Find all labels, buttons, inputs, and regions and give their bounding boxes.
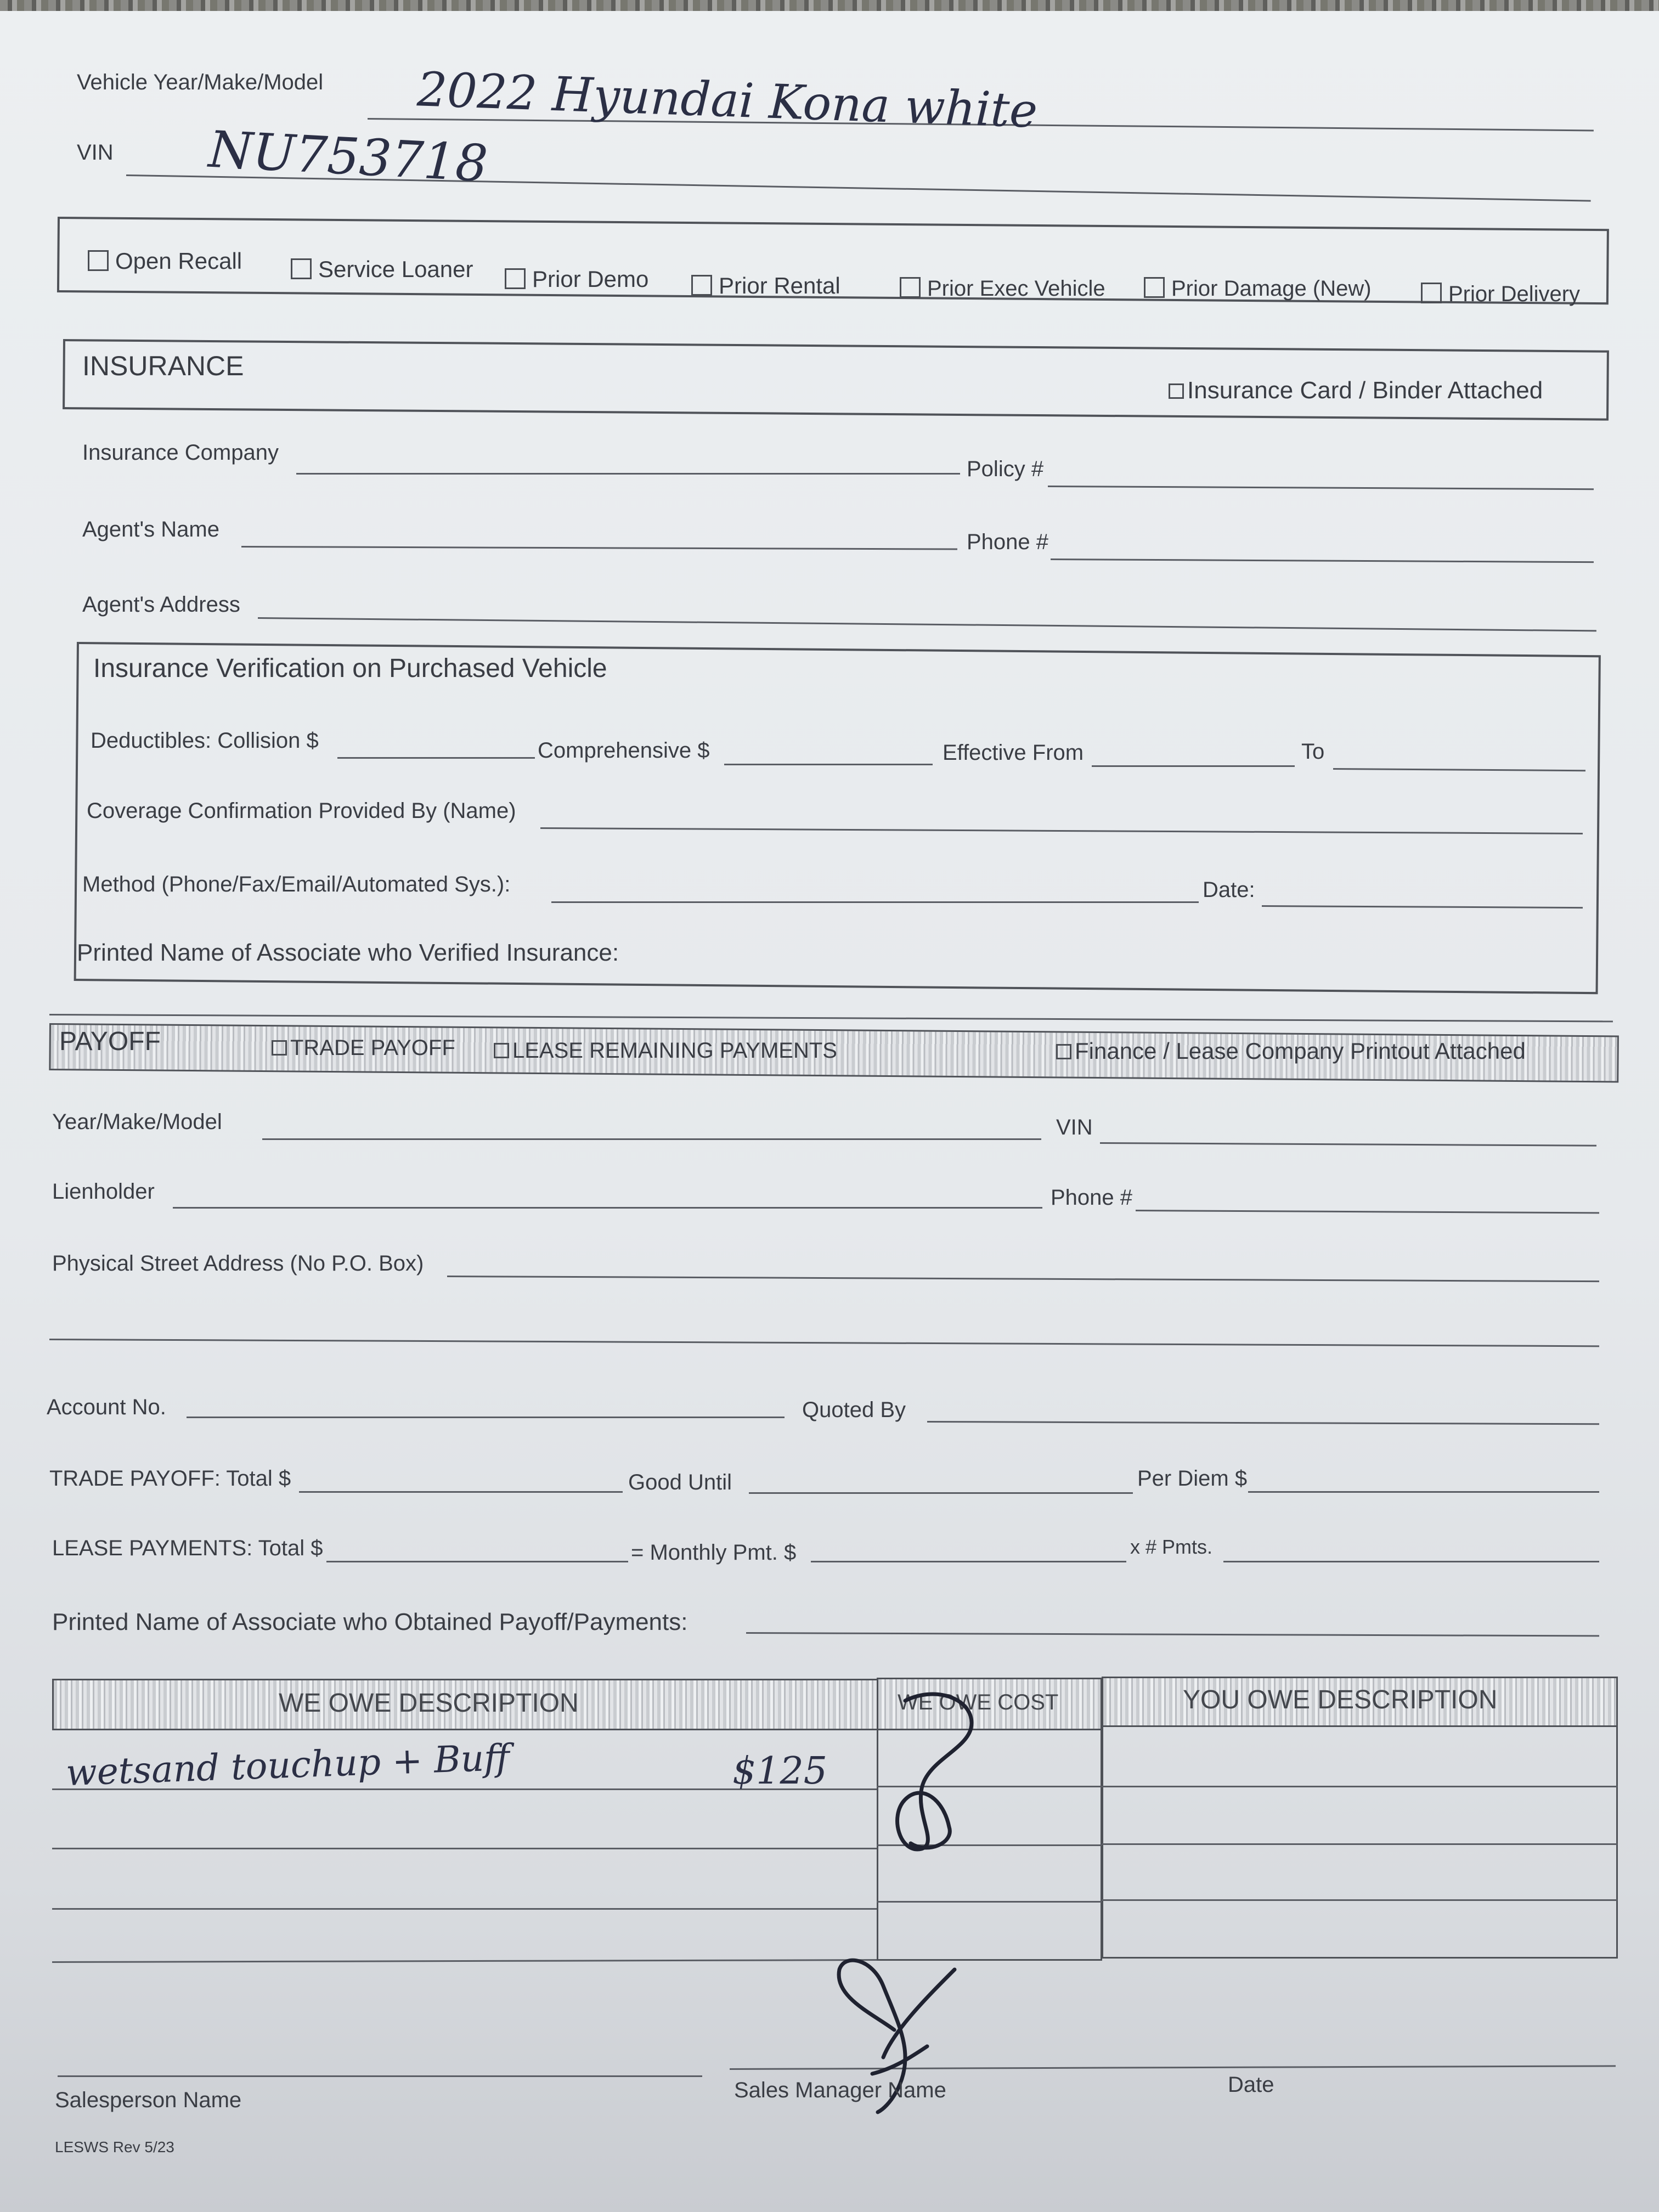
good-until-field[interactable] xyxy=(749,1492,1133,1494)
agent-phone-label: Phone # xyxy=(967,530,1049,554)
monthly-payment-field[interactable] xyxy=(811,1561,1126,1562)
option-prior-delivery[interactable] xyxy=(1421,283,1580,305)
we-owe-row-line xyxy=(52,1848,878,1849)
salesperson-signature-line[interactable] xyxy=(58,2075,702,2077)
insurance-title: INSURANCE xyxy=(82,351,244,381)
salesperson-name-label: Salesperson Name xyxy=(55,2088,242,2112)
payoff-associate-label: Printed Name of Associate who Obtained Payoff/Payments: xyxy=(52,1609,688,1635)
coverage-confirmation-label: Coverage Confirmation Provided By (Name) xyxy=(87,799,516,823)
we-owe-cost-header-text: WE OWE COST xyxy=(898,1690,1059,1714)
checkbox-icon xyxy=(291,258,312,279)
you-owe-row-line xyxy=(1102,1899,1617,1901)
option-label: Insurance Card / Binder Attached xyxy=(1187,377,1543,404)
effective-from-field[interactable] xyxy=(1092,765,1295,767)
option-prior-exec-vehicle[interactable] xyxy=(900,277,1105,300)
lienholder-field[interactable] xyxy=(173,1207,1042,1209)
we-owe-description-header-text: WE OWE DESCRIPTION xyxy=(279,1689,579,1718)
lienholder-label: Lienholder xyxy=(52,1180,155,1204)
you-owe-description-column xyxy=(1102,1724,1618,1959)
verification-title: Insurance Verification on Purchased Vehicle xyxy=(93,654,607,683)
account-number-field[interactable] xyxy=(187,1417,785,1418)
you-owe-description-header-text: YOU OWE DESCRIPTION xyxy=(1183,1685,1498,1714)
option-label: Prior Exec Vehicle xyxy=(927,276,1105,301)
comprehensive-label: Comprehensive $ xyxy=(538,738,710,763)
vehicle-ymm-label: Vehicle Year/Make/Model xyxy=(77,70,324,94)
checkbox-icon xyxy=(1144,277,1165,298)
checkbox-icon xyxy=(1056,1044,1071,1059)
option-label: Prior Rental xyxy=(719,273,840,298)
insurance-company-label: Insurance Company xyxy=(82,441,279,465)
option-label: Prior Damage (New) xyxy=(1171,276,1372,301)
option-prior-demo[interactable] xyxy=(505,268,648,291)
signature-date-label: Date xyxy=(1228,2073,1274,2097)
payoff-ymm-label: Year/Make/Model xyxy=(52,1110,222,1134)
we-owe-description-header xyxy=(52,1679,878,1730)
account-number-label: Account No. xyxy=(47,1395,166,1419)
per-diem-label: Per Diem $ xyxy=(1137,1466,1248,1491)
option-label: TRADE PAYOFF xyxy=(290,1036,455,1060)
verification-method-label: Method (Phone/Fax/Email/Automated Sys.): xyxy=(82,872,511,896)
option-prior-rental[interactable] xyxy=(691,274,840,297)
checkbox-icon xyxy=(1421,283,1442,303)
verification-method-field[interactable] xyxy=(551,901,1199,903)
lease-payments-total-field[interactable] xyxy=(326,1561,628,1562)
option-label: Prior Demo xyxy=(532,266,649,292)
option-label: LEASE REMAINING PAYMENTS xyxy=(512,1039,837,1063)
option-label: Finance / Lease Company Printout Attached xyxy=(1075,1038,1526,1064)
per-diem-field[interactable] xyxy=(1248,1491,1599,1493)
deductibles-collision-label: Deductibles: Collision $ xyxy=(91,729,319,753)
checkbox-icon xyxy=(1169,383,1184,399)
you-owe-row-line xyxy=(1102,1843,1617,1845)
printout-attached-option[interactable] xyxy=(1056,1040,1526,1063)
option-prior-damage-new[interactable] xyxy=(1144,277,1372,300)
effective-to-label: To xyxy=(1301,740,1325,764)
agent-address-label: Agent's Address xyxy=(82,592,240,617)
lienholder-address-label: Physical Street Address (No P.O. Box) xyxy=(52,1251,424,1276)
insurance-card-attached-option[interactable] xyxy=(1169,379,1543,403)
checkbox-icon xyxy=(505,268,526,289)
trade-payoff-total-label: TRADE PAYOFF: Total $ xyxy=(49,1466,291,1491)
verification-date-label: Date: xyxy=(1203,878,1255,902)
quoted-by-label: Quoted By xyxy=(802,1398,906,1422)
good-until-label: Good Until xyxy=(628,1470,732,1494)
lease-remaining-option[interactable] xyxy=(494,1040,837,1062)
option-label: Open Recall xyxy=(115,248,242,274)
form-code: LESWS Rev 5/23 xyxy=(55,2138,174,2155)
monthly-payment-label: = Monthly Pmt. $ xyxy=(631,1541,797,1565)
agent-name-label: Agent's Name xyxy=(82,517,219,541)
effective-from-label: Effective From xyxy=(943,741,1084,765)
checkbox-icon xyxy=(88,250,109,271)
payoff-title: PAYOFF xyxy=(59,1027,161,1056)
trade-payoff-total-field[interactable] xyxy=(299,1491,623,1493)
insurance-company-field[interactable] xyxy=(296,473,960,475)
we-owe-item-1-description[interactable]: wetsand touchup + Buff xyxy=(65,1736,511,1795)
we-owe-cost-row-line xyxy=(877,1901,1102,1903)
sales-manager-name-label: Sales Manager Name xyxy=(734,2078,946,2102)
checkbox-icon xyxy=(494,1043,509,1058)
checkbox-icon xyxy=(272,1040,287,1056)
checkbox-icon xyxy=(900,277,921,298)
collision-field[interactable] xyxy=(337,757,535,759)
payoff-vin-label: VIN xyxy=(1056,1115,1093,1139)
vin-label: VIN xyxy=(77,140,114,165)
policy-number-label: Policy # xyxy=(967,457,1044,481)
you-owe-row-line xyxy=(1102,1786,1617,1787)
we-owe-row-line xyxy=(52,1908,878,1910)
number-of-payments-field[interactable] xyxy=(1223,1561,1599,1562)
we-owe-item-1-amount[interactable]: $125 xyxy=(732,1750,828,1793)
option-service-loaner[interactable] xyxy=(291,258,473,281)
comprehensive-field[interactable] xyxy=(724,764,933,765)
checkbox-icon xyxy=(691,275,712,296)
payoff-ymm-field[interactable] xyxy=(262,1138,1041,1140)
option-open-recall[interactable] xyxy=(88,250,242,273)
lienholder-phone-label: Phone # xyxy=(1051,1186,1133,1210)
manager-initials-signature xyxy=(867,1679,1009,1860)
lease-payments-total-label: LEASE PAYMENTS: Total $ xyxy=(52,1536,323,1560)
vehicle-ymm-value[interactable]: 2022 Hyundai Kona white xyxy=(416,62,1039,139)
number-of-payments-label: x # Pmts. xyxy=(1130,1536,1213,1558)
option-label: Service Loaner xyxy=(318,256,473,282)
verified-by-associate-label: Printed Name of Associate who Verified Insurance: xyxy=(77,939,619,966)
option-label: Prior Delivery xyxy=(1448,282,1581,306)
vin-value[interactable]: NU753718 xyxy=(207,120,489,194)
you-owe-description-header xyxy=(1102,1677,1618,1727)
trade-payoff-option[interactable] xyxy=(272,1037,455,1059)
